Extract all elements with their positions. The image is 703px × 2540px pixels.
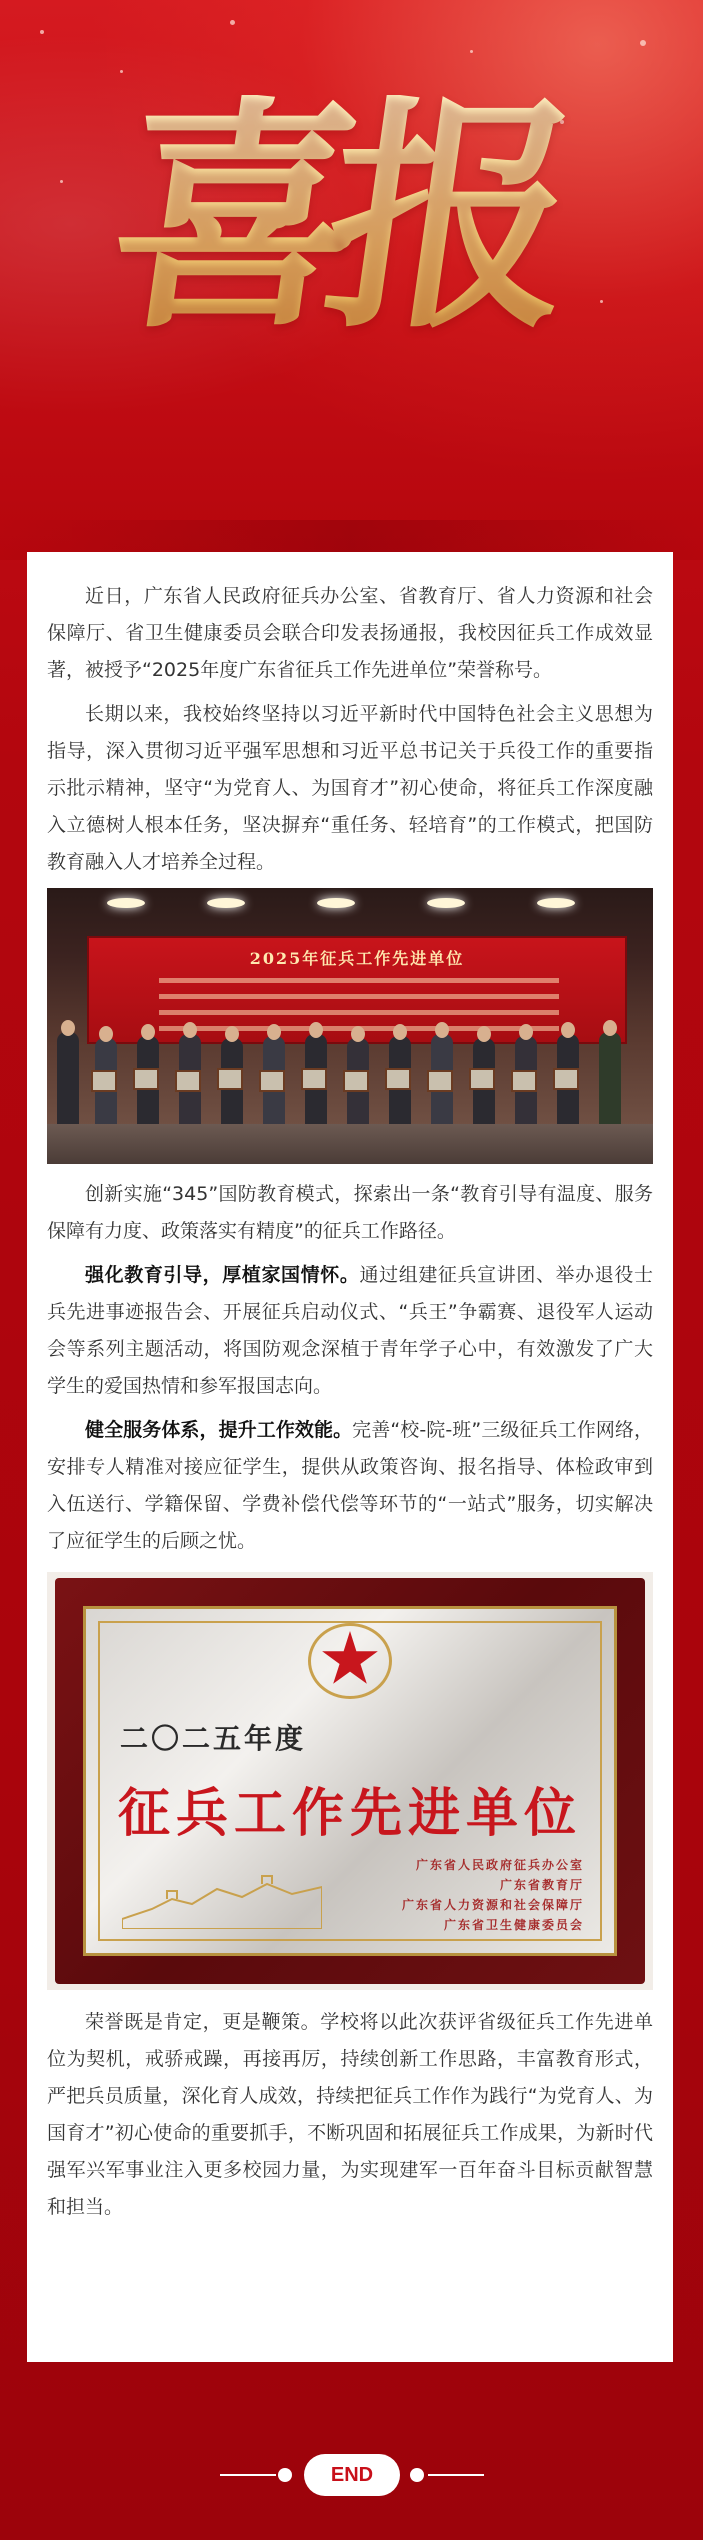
plaque-held [385,1068,411,1090]
issuer-line: 广东省教育厅 [499,1878,584,1892]
paragraph-2: 长期以来，我校始终坚持以习近平新时代中国特色社会主义思想为指导，深入贯彻习近平强军思想和习近平总书记关于兵役工作的重要指示批示精神，坚守“为党育人、为国育才”初心使命，将征兵工作深度融入立德树人根本任务，坚决摒弃“重任务、轻培育”的工作模式，把国防教育融入人才培养全过程。 [47,703,653,873]
great-wall-icon [122,1869,322,1929]
plaque-frame [55,1578,645,1984]
person-head [477,1026,491,1042]
ceiling-light [427,898,465,908]
paragraph-1: 近日，广东省人民政府征兵办公室、省教育厅、省人力资源和社会保障厅、省卫生健康委员会联合印发表扬通报，我校因征兵工作成效显著，被授予“2025年度广东省征兵工作先进单位”荣誉称号。 [47,585,653,681]
person-head [99,1026,113,1042]
end-line-right [428,2474,484,2476]
screen-text-line [159,1010,559,1015]
person-head [225,1026,239,1042]
sparkle [40,30,44,34]
end-dot-left [278,2468,292,2482]
paragraph-4-body: 通过组建征兵宣讲团、举办退役士兵先进事迹报告会、开展征兵启动仪式、“兵王”争霸赛、退役军人运动会等系列主题活动，将国防观念深植于青年学子心中，有效激发了广大学生的爱国热情和参军报国志向。 [47,1264,653,1397]
ceiling-light [317,898,355,908]
person-head [267,1024,281,1040]
person-head [393,1024,407,1040]
plaque-held [301,1068,327,1090]
plaque-title: 征兵工作先进单位 [117,1783,582,1844]
end-footer [0,2450,703,2500]
end-badge: END [304,2454,400,2496]
award-ceremony-photo [47,888,653,1164]
paragraph-6: 荣誉既是肯定，更是鞭策。学校将以此次获评省级征兵工作先进单位为契机，戒骄戒躁，再接再厉，持续创新工作思路，丰富教育形式，严把兵员质量，深化育人成效，持续把征兵工作作为践行“为党育人、为国育才”初心使命的重要抓手，不断巩固和拓展征兵工作成果，为新时代强军兴军事业注入更多校园力量，为实现建军一百年奋斗目标贡献智慧和担当。 [47,2011,653,2218]
person-head [519,1024,533,1040]
plaque-held [175,1070,201,1092]
paragraph-4-heading: 强化教育引导，厚植家国情怀。 [85,1264,360,1286]
plaque-held [259,1070,285,1092]
screen-text-line [159,994,559,999]
person-head [61,1020,75,1036]
floor [47,1124,653,1164]
ceiling-light [107,898,145,908]
person [57,1032,79,1124]
sparkle [470,50,473,53]
plaque-panel [83,1606,617,1956]
plaque-held [511,1070,537,1092]
end-dot-right [410,2468,424,2482]
person-head [351,1026,365,1042]
end-line-left [220,2474,276,2476]
person-head [603,1020,617,1036]
plaque-year: 二〇二五年度 [120,1722,307,1755]
header-banner [0,0,703,560]
issuer-line: 广东省人民政府征兵办公室 [415,1858,584,1872]
ceiling-light [537,898,575,908]
person-head [435,1022,449,1038]
plaque-held [133,1068,159,1090]
person-head [309,1022,323,1038]
person-head [561,1022,575,1038]
content-card [27,552,673,2362]
plaque-issuers [402,1855,584,1935]
paragraph-4 [47,1257,653,1405]
plaque-held [217,1068,243,1090]
paragraph-5-body: 完善“校-院-班”三级征兵工作网络，安排专人精准对接应征学生，提供从政策咨询、报名指导、体检政审到入伍送行、学籍保留、学费补偿代偿等环节的“一站式”服务，切实解决了应征学生的后顾之忧。 [47,1419,653,1552]
issuer-line: 广东省卫生健康委员会 [443,1918,584,1932]
paragraph-3: 创新实施“345”国防教育模式，探索出一条“教育引导有温度、服务保障有力度、政策落实有精度”的征兵工作路径。 [47,1183,653,1242]
screen-text-line [159,978,559,983]
sparkle [60,180,63,183]
plaque-held [427,1070,453,1092]
person-soldier [599,1032,621,1124]
paragraph-5 [47,1412,653,1560]
person-head [183,1022,197,1038]
plaque-held [553,1068,579,1090]
plaque-photo [47,1572,653,1990]
plaque-held [343,1070,369,1092]
headline-xibao: 喜报 [78,95,651,475]
sparkle [230,20,235,25]
screen-title: 2025年征兵工作先进单位 [249,949,465,968]
plaque-held [91,1070,117,1092]
sparkle [640,40,646,46]
person-head [141,1024,155,1040]
paragraph-5-heading: 健全服务体系，提升工作效能。 [85,1419,353,1441]
sparkle [120,70,123,73]
issuer-line: 广东省人力资源和社会保障厅 [401,1898,584,1912]
plaque-held [469,1068,495,1090]
ceiling-light [207,898,245,908]
